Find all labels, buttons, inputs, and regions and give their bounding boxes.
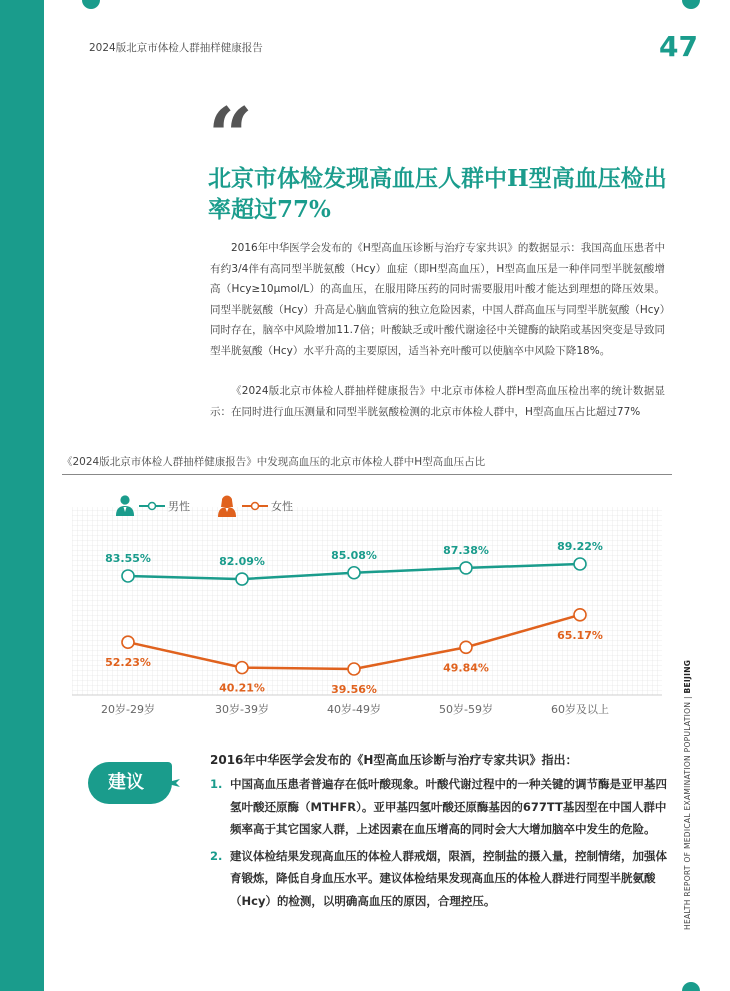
data-label: 82.09% <box>219 555 265 569</box>
x-tick-labels <box>101 702 609 716</box>
data-point <box>348 567 360 579</box>
item-text: 建议体检结果发现高血压的体检人群戒烟，限酒，控制盐的摄入量，控制情绪，加强体育锻炼，降低自身血压水平。建议体检结果发现高血压的体检人群进行同型半胱氨酸（Hcy）的检测，以明确高血压的原因，合理控压。 <box>230 848 667 908</box>
line-chart <box>62 485 672 720</box>
side-label-text: HEALTH REPORT OF MEDICAL EXAMINATION POPULATION <box>683 701 692 930</box>
data-label: 89.22% <box>557 540 603 553</box>
data-point <box>574 609 586 621</box>
chart-title: 《2024版北京市体检人群抽样健康报告》中发现高血压的北京市体检人群中H型高血压占比 <box>62 456 486 468</box>
data-point <box>236 573 248 585</box>
side-bar <box>0 0 44 991</box>
x-tick-label: 30岁-39岁 <box>215 703 269 716</box>
data-label: 85.08% <box>331 548 377 562</box>
legend-label-male: 男性 <box>168 500 190 513</box>
top-dot-right <box>682 0 700 9</box>
data-point <box>574 558 586 570</box>
item-text: 中国高血压患者普遍存在低叶酸现象。叶酸代谢过程中的一种关键的调节酶是亚甲基四氢叶酸还原酶（MTHFR）。亚甲基四氢叶酸还原酶基因的677TT基因型在中国人群中频率高于其它国家人群，上述因素在血压增高的同时会大大增加脑卒中发生的危险。 <box>230 777 667 836</box>
x-tick-label: 20岁-29岁 <box>101 703 155 716</box>
page-number: 47 <box>659 30 698 63</box>
data-point <box>122 636 134 648</box>
headline: 北京市体检发现高血压人群中H型高血压检出率超过77% <box>208 165 667 223</box>
side-label: HEALTH REPORT OF MEDICAL EXAMINATION POPULATION | BEIJING <box>683 659 692 930</box>
data-point <box>236 662 248 674</box>
quote-mark: “ <box>208 91 247 182</box>
paragraph-2: 《2024版北京市体检人群抽样健康报告》中北京市体检人群H型高血压检出率的统计数据显示：在同时进行血压测量和同型半胱氨酸检测的北京市体检人群中，H型高血压占比超过77% <box>210 385 665 418</box>
recommendation-list <box>210 773 670 916</box>
item-number: 2. <box>210 848 223 863</box>
paragraph-1: 2016年中华医学会发布的《H型高血压诊断与治疗专家共识》的数据显示：我国高血压患者中有约3/4伴有高同型半胱氨酸（Hcy）血症（即H型高血压），H型高血压是一种伴同型半胱氨酸增高（Hcy≥10μmol/L）的高血压，在服用降压药的同时需要服用叶酸才能达到理想的降压效果。同型半胱氨酸（Hcy）升高是心脑血管病的独立危险因素，中国人群高血压与同型半胱氨酸（Hcy）同时存在，脑卒中风险增加11.7倍；叶酸缺乏或叶酸代谢途径中关键酶的缺陷或基因突变是导致同型半胱氨酸（Hcy）水平升高的主要原因，适当补充叶酸可以使脑卒中风险下降18%。 <box>210 242 665 357</box>
male-user-icon <box>116 495 134 516</box>
data-label: 40.21% <box>219 681 265 695</box>
badge-label: 建议 <box>108 772 144 793</box>
side-label-city: BEIJING <box>683 659 692 694</box>
data-label: 39.56% <box>331 683 377 696</box>
data-label: 87.38% <box>443 543 489 557</box>
report-title: 2024版北京市体检人群抽样健康报告 <box>89 42 263 54</box>
data-label: 65.17% <box>557 628 603 642</box>
data-point <box>122 570 134 582</box>
x-tick-label: 40岁-49岁 <box>327 703 381 716</box>
female-user-icon <box>218 496 236 518</box>
data-label: 83.55% <box>105 551 151 565</box>
data-point <box>348 663 360 675</box>
data-label: 49.84% <box>443 661 489 675</box>
recommendation-item <box>210 773 670 841</box>
data-point <box>460 562 472 574</box>
x-tick-label: 50岁-59岁 <box>439 703 493 716</box>
recommendation-item <box>210 845 670 913</box>
recommendation-badge <box>88 762 180 804</box>
item-number: 1. <box>210 777 223 791</box>
x-tick-label: 60岁及以上 <box>551 703 609 716</box>
data-label: 52.23% <box>105 656 151 670</box>
badge-tail-icon <box>164 779 180 787</box>
chart-title-rule <box>62 474 672 475</box>
legend-label-female: 女性 <box>271 500 293 513</box>
data-point <box>460 641 472 653</box>
top-dot-left <box>82 0 100 9</box>
bottom-dot-right <box>682 982 700 991</box>
recommendation-intro: 2016年中华医学会发布的《H型高血压诊断与治疗专家共识》指出： <box>210 753 578 767</box>
